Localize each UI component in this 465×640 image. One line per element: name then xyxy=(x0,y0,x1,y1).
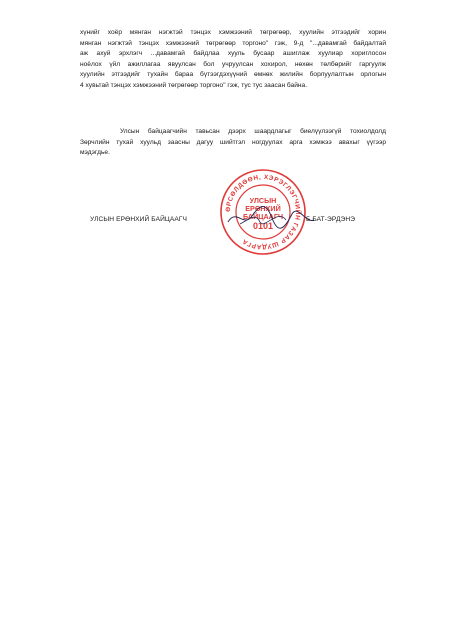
paragraph-2-line: Зөрчлийн тухай хуульд заасны дагуу шийтгэл ногдуулах арга хэмжээ авахыг үүгээр xyxy=(80,138,386,146)
paragraph-1-line: мянган нэгжтэй тэнцэх хэмжээний төгрөгөөр торгоно" гэж, 9-д "...давамгай байдалтай xyxy=(80,39,386,47)
paragraph-1-line: хүнийг хоёр мянган нэгжтэй тэнцэх хэмжээний төгрөгөөр, хуулийн этгээдийг хорин xyxy=(80,29,386,36)
signature-row xyxy=(0,216,465,232)
paragraph-1 xyxy=(80,28,386,92)
paragraph-1-line: аж ахуй эрхлэгч ...давамгай байдлаа хууль бусаар ашиглаж хуулиар хориглосон xyxy=(80,50,386,58)
seal-line-3: БАЙЦААГЧ xyxy=(242,212,284,221)
signatory-title: УЛСЫН ЕРӨНХИЙ БАЙЦААГЧ xyxy=(90,216,188,223)
paragraph-2 xyxy=(80,127,386,159)
seal-line-2: ЕРӨНХИЙ xyxy=(245,204,281,213)
seal-ring-text: ӨРСӨЛДӨӨН, ХЭРЭГЛЭГЧИЙН ГАЗАР ШУДАРГА xyxy=(224,173,302,251)
signatory-name: Б.БАТ-ЭРДЭНЭ xyxy=(306,216,356,223)
paragraph-2-line: мэдэгдье. xyxy=(80,149,110,157)
seal-line-1: УЛСЫН xyxy=(249,196,277,205)
paragraph-1-line: ноёлох үйл ажиллагаа явуулсан бол учруулсан хохирол, нөхөн төлбөрийг гаргуулж xyxy=(80,60,386,68)
paragraph-1-line: 4 хувьтай тэнцэх хэмжээний төгрөгөөр торгоно" гэж, тус тус заасан байна. xyxy=(80,81,308,89)
paragraph-1-line: хуулийн этгээдийг тухайн бараа бүтээгдэхүүний өмнөх жилийн борлуулалтын орлогын xyxy=(80,71,386,79)
seal-number: 0101 xyxy=(252,221,274,231)
paragraph-2-line: Улсын байцаагчийн тавьсан дээрх шаардлагыг биелүүлээгүй тохиолдолд xyxy=(120,128,386,135)
